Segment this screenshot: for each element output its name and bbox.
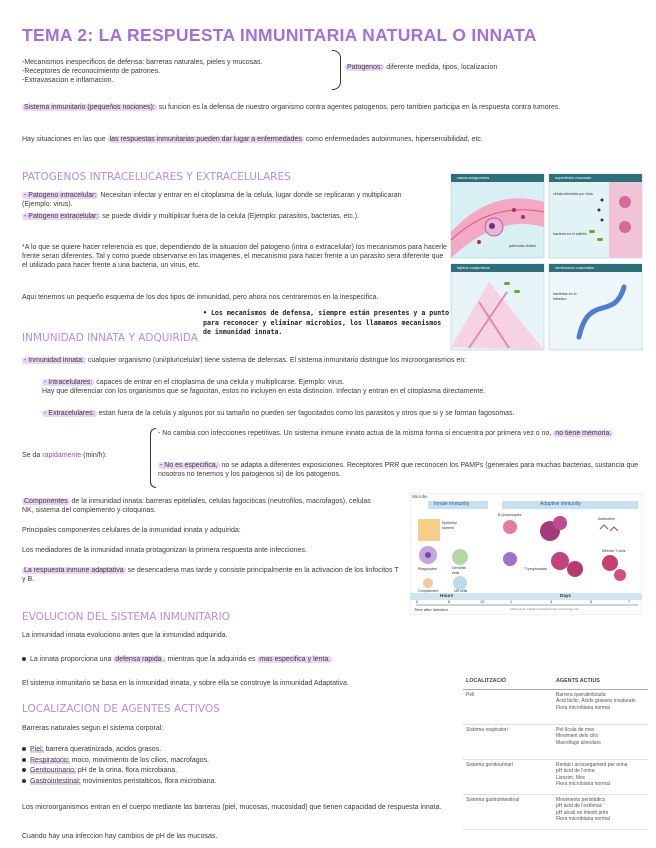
table-cell: Pell: [463, 689, 553, 724]
bullet-icon: [22, 657, 26, 661]
localizacion-intro: Barreras naturales segun el sistema corporal:: [22, 725, 164, 732]
fig-label: tejidos conjuntivos: [457, 265, 490, 270]
sistema-text: su funcion es la defensa de nuestro organismo contra agentes patogenos, pero tambien participa en la respuesta contra tumores.: [156, 104, 561, 111]
section-heading-localizacion: LOCALIZACION DE AGENTES ACTIVOS: [22, 703, 220, 715]
bullet-2-text: no se adapta a diferentes exposiciones. Receptores PRR que reconocen los PAMPs (generales para muchas bacterias, sustancia que nosotros no tenemos y los patogenos si) de los patogenos.: [158, 462, 639, 478]
hay-pre: Hay situaciones en las que: [22, 136, 108, 143]
extra-text: se puede dividir y multiplicar fuera de la celula (Ejemplo: parasitos, bacterias, etc.).: [100, 213, 360, 220]
intra-text: Necesitan infectar y entrar en el citoplasma de la celula, lugar donde se replicaran y multiplicaran (Ejemplo: virus).: [22, 192, 402, 208]
table-header: LOCALITZACIÓ: [463, 676, 553, 689]
fig2-tick: 0: [416, 600, 419, 604]
barrera-label: Genitourinario:: [30, 767, 76, 774]
adaptativa-label: La respuesta inmune adaptativa: [24, 567, 124, 574]
evolucion-line-1: La inmunidad innata evoluciono antes que la inmunidad adquirida.: [22, 632, 228, 639]
extracelulares-text: estan fuera de la celula y algunos por su tamaño no pueden ser fagocitados como los parasitos y otros que si y se forman fagosomas.: [96, 410, 515, 417]
list-item: [22, 766, 452, 777]
intro-list: [22, 59, 342, 86]
fig2-credit: Abbas et al. Cellular and Molecular Immunology, 9e: [510, 607, 579, 611]
fig-label: bacterias en el intestino: [553, 292, 577, 301]
fig2-cell-label: T lymphocytes: [524, 567, 548, 571]
list-item: [22, 745, 452, 756]
table-header-row: [463, 676, 648, 689]
pathogen-location-figure: [449, 172, 644, 352]
patogenos-extra: [22, 213, 427, 222]
fig2-tick: 1: [510, 600, 513, 604]
adaptativa-text: se desencadena mas tarde y consiste principalmente en la activacion de los linfocitos T y B.: [22, 567, 399, 583]
table-cell: Pel·lícula de moc Moviment dels cilis Macròfags alveolars: [553, 724, 648, 759]
table-row: [463, 689, 648, 724]
handwritten-note: • Los mecanismos de defensa, siempre están presentes y a punto para reconocer y eliminar microbios, los llamamos mecanismos de inmunidad innata.: [203, 309, 450, 337]
patogenos-text: diferente medida, tipos, localizacion: [384, 64, 498, 71]
barrera-text: movimientos peristalticos, flora microbiana.: [80, 777, 217, 785]
fig2-tick: 12: [480, 600, 485, 604]
principales-paragraph: Principales componentes celulares de la inmunidad innata y adquirida:: [22, 527, 241, 534]
fig2-axis-days: Days: [560, 593, 571, 598]
fig-label: vasos sanguíneos: [457, 175, 490, 180]
barrera-label: Gastrointestinal:: [30, 777, 81, 785]
fig-label: ventrículos corporales: [555, 265, 595, 270]
intro-item: -Receptores de reconocimiento de patrones.: [22, 67, 161, 75]
immunity-figure: [410, 493, 642, 615]
table-cell: Moviments peristàltics pH àcid de l'estómac pH alcalí en intestí prim Flora microbiana normal: [553, 794, 648, 829]
brace: [150, 428, 156, 488]
patogenos-note: [345, 64, 497, 73]
patogenos-note-paragraph: *A lo que se quiere hacer referencia es que, dependiendo de la situacion del patogeno (intra o extracelular) los mecanismos para hacerle frente seran diferentes. Tal y como puede observarse en las imagenes, el mecanismo para hacer frente a un parasito sera diferente que el utilizado para hacer frente a una bacteria, un virus, etc.: [22, 244, 447, 269]
evolucion-line-3: El sistema inmunitario se basa en la inmunidad innata, y sobre ella se construye la inmunidad Adaptativa.: [22, 680, 349, 687]
evolucion-l2-hl2: mas especifica y lenta.: [259, 656, 331, 663]
bullet-icon: [22, 779, 26, 783]
innata-bullet-1: [158, 430, 640, 439]
barrera-text: barrera queratinizada, acidos grasos.: [43, 746, 162, 753]
fig2-cell-label: B lymphocytes: [498, 513, 522, 517]
sistema-label: Sistema inmunitario (pequeños nociones):: [24, 104, 155, 111]
fig2-axis-hours: Hours: [440, 593, 454, 598]
componentes-label: Componentes: [24, 498, 68, 505]
componentes-text: de la inmunidad innata: barreras epiteliales, celulas fagociticas (neutrofilos, macrofagos), celulas NK, sistema del complemento y citoquinas.: [22, 498, 371, 514]
table-cell: Rentat i arossegament per orina pH àcid de l'orina Lisozim, Moc Flora microbiana normal: [553, 759, 648, 794]
intracelulares-label: - Intracelulares:: [44, 379, 93, 386]
barrera-label: Piel:: [30, 746, 44, 753]
adaptativa-paragraph: [22, 567, 402, 585]
rapid-label: [22, 452, 107, 461]
fig2-time-label: Time after infection: [414, 607, 448, 612]
intro-item: -Extravasacion e inflamacion.: [22, 76, 114, 84]
sistema-paragraph: [22, 104, 622, 113]
intracelulares-text: capaces de entrar en el citoplasma de una celula y multiplicarse. Ejemplo: virus.: [94, 379, 345, 386]
fig2-cell-label: Effector T cells: [602, 549, 626, 553]
rapid-post: (min/h):: [81, 452, 107, 459]
componentes-paragraph: [22, 498, 377, 516]
innata-bullet-2: [158, 462, 640, 480]
bullet-1-text: - No cambia con infecciones repetitivas. Un sistema inmune innato actua de la misma forma si encuentra por primera vez o no,: [158, 430, 554, 437]
evolucion-l2-hl1: defensa rapida: [115, 656, 162, 663]
hay-post: como enfermedades autoinmunes, hipersensibilidad, etc.: [303, 136, 483, 143]
bullet-icon: [22, 758, 26, 762]
fig2-label-microbe: Microbe: [412, 494, 428, 499]
hay-highlight: las respuestas inmunitarias pueden dar lugar a enfermedades: [109, 136, 302, 143]
barrera-text: pH de la orina, flora microbiana.: [75, 767, 178, 774]
hay-paragraph: [22, 136, 642, 145]
fig2-cell-label: NK cells: [454, 589, 468, 593]
fig-label: célula infectada por virus: [553, 192, 593, 196]
rapid-keyword: rapidamente: [42, 452, 82, 459]
fig2-cell-label: Complement: [418, 589, 439, 593]
agents-table: [463, 676, 648, 830]
rapid-pre: Se da: [22, 452, 43, 459]
innata-label: - Inmunidad innata:: [24, 357, 84, 364]
fig2-label-innate: Innate immunity: [434, 501, 470, 507]
evolucion-line-2: [22, 656, 442, 665]
innata-intracelulares: [42, 379, 642, 397]
table-cell: Sistema genitourinari: [463, 759, 553, 794]
patogenos-intra: [22, 192, 427, 210]
patogenos-label: Patogenos:: [347, 64, 383, 71]
section-heading-patogenos: PATOGENOS INTRACELUCARES Y EXTRACELULARES: [22, 171, 291, 183]
extra-label: - Patogeno extracelular:: [24, 213, 99, 220]
table-row: [463, 759, 648, 794]
evolucion-l2-mid: , mientras que la adquirida es: [163, 656, 258, 663]
fig2-cell-label: Antibodies: [598, 517, 615, 521]
table-row: [463, 724, 648, 759]
fig2-tick: 7: [628, 600, 631, 604]
intro-item: -Mecanismos inespecificos de defensa: barreras naturales, pieles y mucosas.: [22, 59, 263, 66]
table-cell: Barrera queratinitzada Àcid làctic, Àcids grassos insaturats Flora microbiana normal: [553, 689, 648, 724]
bullet-2-highlight: - No es especifica,: [160, 462, 218, 469]
fig-label: superficies mucosas: [555, 175, 592, 180]
list-item: [22, 756, 452, 767]
barreras-list: [22, 745, 452, 787]
intracelulares-text2: Hay que diferenciar con los organismos que se fagocitan, estos no incluyen en esta distincion. Infectan y entran en el citoplasma directamente.: [42, 387, 486, 395]
brace: [332, 50, 341, 90]
micro-paragraph: Los microorganismos entran en el cuerpo mediante las barreras (piel, mucosas, mucosidad) que tienen capacidad de respuesta innata.: [22, 804, 442, 811]
innata-definition: [22, 357, 642, 366]
table-cell: Sistema respiratori: [463, 724, 553, 759]
ph-paragraph: Cuando hay una infeccion hay cambios de pH de las mucosas.: [22, 833, 218, 840]
fig-label: bacteria en el epitelio: [553, 232, 587, 236]
barrera-label: Respiratorio:: [30, 756, 70, 764]
barrera-text: moco, movimiento de los cilios, macrofagos.: [69, 756, 209, 764]
section-heading-innata: INMUNIDAD INNATA Y ADQUIRIDA: [22, 332, 198, 344]
table-cell: Sistema gastrointestinal: [463, 794, 553, 829]
aqui-paragraph: Aqui tenemos un pequeño esquema de los dos tipos de inmunidad, pero ahora nos centraremos en la inespecifica.: [22, 294, 379, 301]
bullet-icon: [22, 768, 26, 772]
extracelulares-label: - Extracelulares:: [44, 410, 95, 417]
section-heading-evolucion: EVOLUCION DEL SISTEMA INMUNITARIO: [22, 611, 230, 623]
mediadores-paragraph: Los mediadores de la inmunidad innata protagonizan la primera respuesta ante infecciones.: [22, 547, 307, 554]
innata-extracelulares: [42, 410, 627, 419]
fig2-cell-label: Epithelial barriers: [442, 521, 457, 530]
bullet-icon: [22, 747, 26, 751]
table-row: [463, 794, 648, 829]
innata-text: cualquier organismo (uni/pluricelular) tiene sistema de defensas. El sistema inmunitario distingue los microorganismos en:: [85, 357, 467, 364]
bullet-1-highlight: no tiene memoria.: [555, 430, 612, 437]
agents-table-container: [463, 676, 648, 830]
list-item: [22, 777, 452, 788]
fig2-label-adaptive: Adaptive immunity: [540, 501, 581, 507]
page-title: TEMA 2: LA RESPUESTA INMUNITARIA NATURAL O INNATA: [22, 25, 537, 45]
fig2-cell-label: Dendritic cells: [452, 566, 467, 575]
fig2-tick: 6: [448, 600, 451, 604]
fig-label: partículas virales: [509, 244, 536, 248]
fig2-tick: 5: [590, 600, 593, 604]
fig2-cell-label: Phagocytes: [418, 567, 437, 571]
fig2-tick: 3: [550, 600, 553, 604]
intra-label: - Patogeno intracelular:: [24, 192, 97, 199]
table-header: AGENTS ACTIUS: [553, 676, 648, 689]
evolucion-l2-pre: La innata proporciona una: [30, 656, 114, 663]
